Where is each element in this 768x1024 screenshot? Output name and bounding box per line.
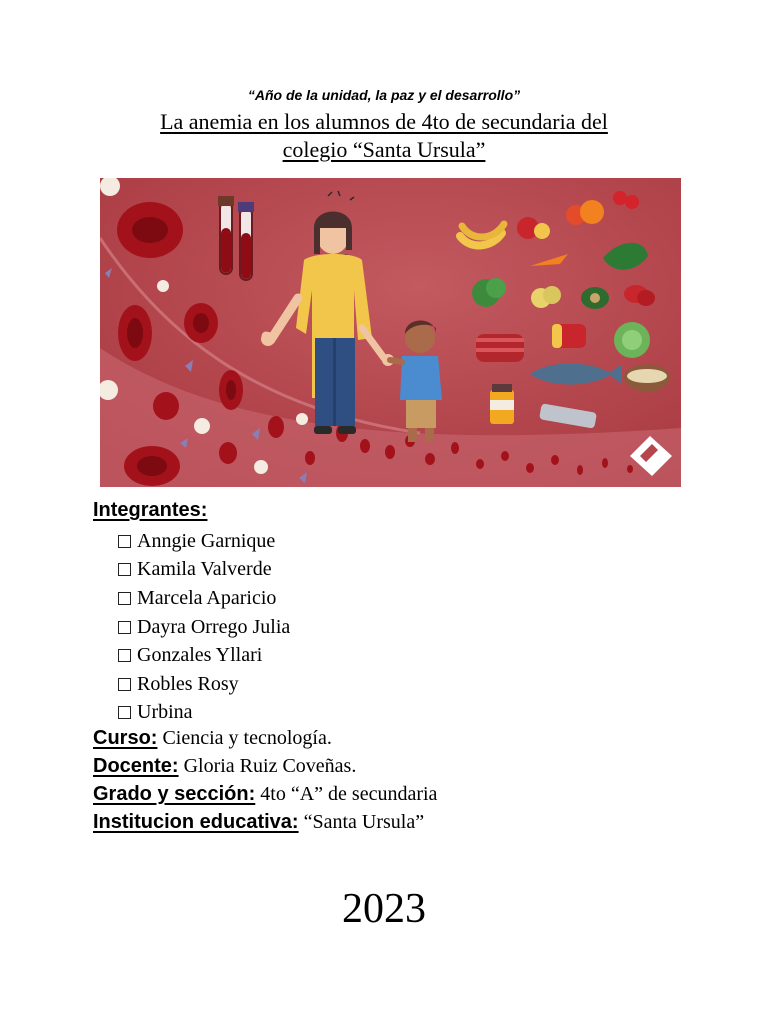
list-item xyxy=(118,584,290,613)
checkbox-icon xyxy=(118,649,131,662)
list-item xyxy=(118,670,290,699)
checkbox-icon xyxy=(118,678,131,691)
grade-value: 4to “A” de secundaria xyxy=(255,783,438,805)
teacher-label: Docente: xyxy=(93,755,179,777)
checkbox-icon xyxy=(118,563,131,576)
checkbox-icon xyxy=(118,621,131,634)
anemia-illustration xyxy=(100,178,681,487)
member-list xyxy=(118,527,290,727)
member-name: Robles Rosy xyxy=(137,672,239,695)
document-title xyxy=(100,108,668,164)
teacher-value: Gloria Ruiz Coveñas. xyxy=(178,755,357,777)
list-item xyxy=(118,613,290,642)
list-item xyxy=(118,641,290,670)
school-row xyxy=(93,811,424,834)
list-item xyxy=(118,699,290,728)
checkbox-icon xyxy=(118,706,131,719)
school-label: Institucion educativa: xyxy=(93,811,299,833)
list-item xyxy=(118,556,290,585)
teacher-row xyxy=(93,755,356,778)
member-name: Dayra Orrego Julia xyxy=(137,615,291,638)
grade-label: Grado y sección: xyxy=(93,783,256,805)
member-name: Gonzales Yllari xyxy=(137,644,263,667)
checkbox-icon xyxy=(118,592,131,605)
checkbox-icon xyxy=(118,535,131,548)
title-line-2: colegio “Santa Ursula” xyxy=(282,137,486,162)
year: 2023 xyxy=(342,886,426,932)
course-value: Ciencia y tecnología. xyxy=(157,727,332,749)
motto: “Año de la unidad, la paz y el desarrollo” xyxy=(247,87,521,103)
grade-row xyxy=(93,783,437,806)
member-name: Anngie Garnique xyxy=(137,529,276,552)
course-row xyxy=(93,727,332,750)
member-name: Urbina xyxy=(137,701,193,724)
school-value: “Santa Ursula” xyxy=(298,811,425,833)
list-item xyxy=(118,527,290,556)
member-name: Kamila Valverde xyxy=(137,558,272,581)
members-heading: Integrantes: xyxy=(93,499,208,521)
course-label: Curso: xyxy=(93,727,158,749)
title-line-1: La anemia en los alumnos de 4to de secundaria del xyxy=(160,109,608,134)
member-name: Marcela Aparicio xyxy=(137,586,277,609)
